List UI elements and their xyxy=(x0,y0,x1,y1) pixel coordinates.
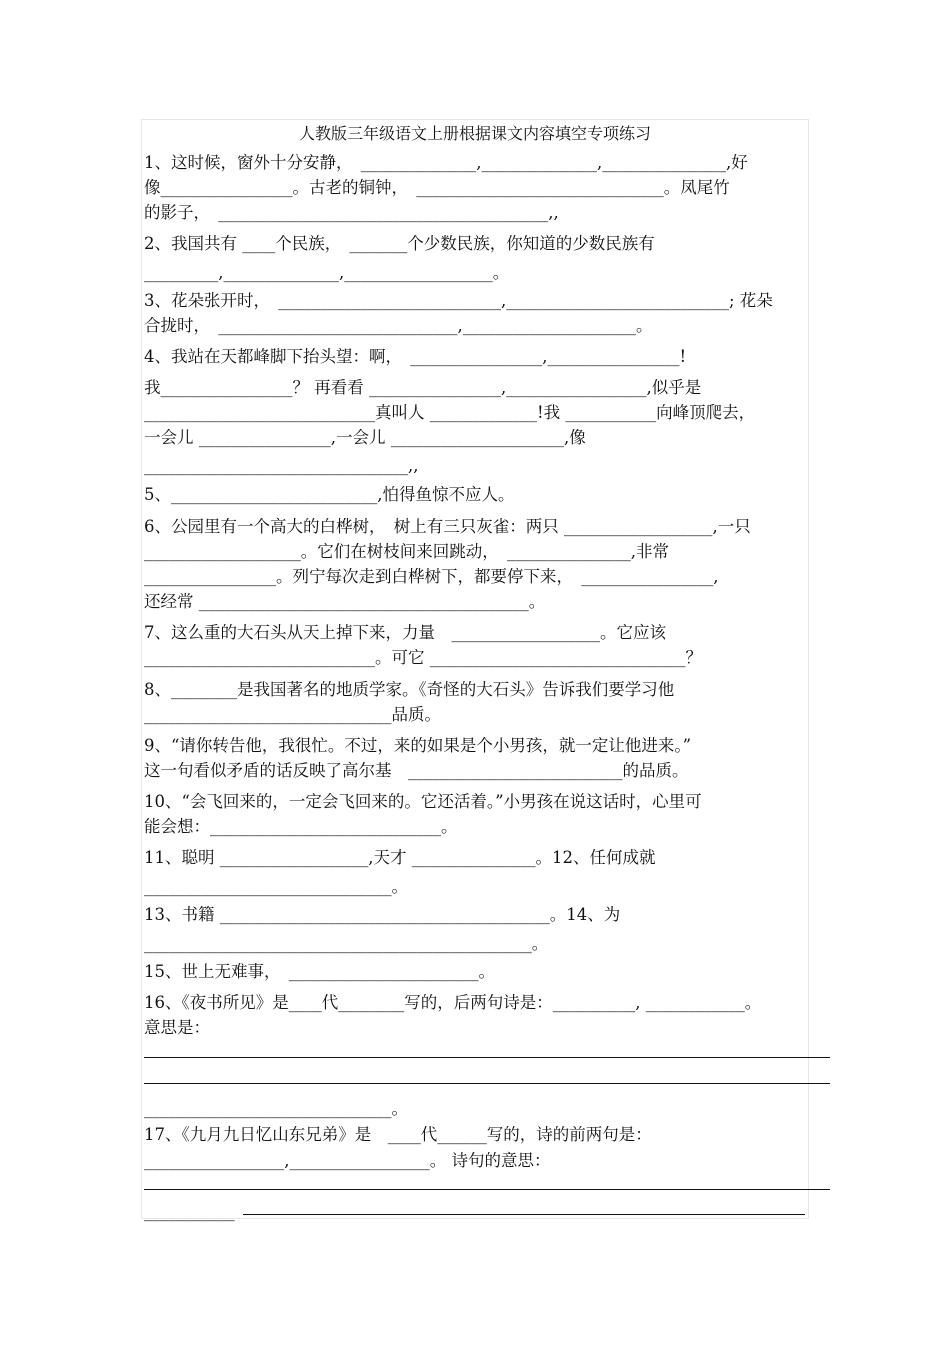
text-line: 3、花朵张开时， ___________________________,___________________________; 花朵 xyxy=(144,291,773,310)
page-title: 人教版三年级语文上册根据课文内容填空专项练习 xyxy=(298,124,651,143)
text-line: 像________________。古老的铜钟， ______________________________。凤尾竹 xyxy=(144,178,730,197)
text-line: 2、我国共有 ____个民族， _______个少数民族，你知道的少数民族有 xyxy=(144,234,655,253)
text-line: 还经常 ________________________________________。 xyxy=(144,592,546,611)
page-frame xyxy=(141,119,809,1219)
text-line: 7、这么重的大石头从天上掉下来，力量 __________________。它应该 xyxy=(144,623,666,642)
text-line: 1、这时候，窗外十分安静， ______________,______________,_______________,好 xyxy=(144,153,748,172)
text-line: 能会想：____________________________。 xyxy=(144,817,458,836)
text-line: 我________________？ 再看看 ________________,_________________,似乎是 xyxy=(144,378,702,397)
text-line: 13、书籍 ________________________________________。14、为 xyxy=(144,905,621,924)
answer-line[interactable] xyxy=(144,1083,830,1084)
text-line: 17、《九月九日忆山东兄弟》是 ____代______写的，诗的前两句是： xyxy=(144,1125,652,1144)
text-line: 11、聪明 __________________,天才 _______________。12、任何成就 xyxy=(144,848,656,867)
text-line: ___________________。它们在树枝间来回跳动， _______________,非常 xyxy=(144,542,669,561)
answer-line[interactable] xyxy=(243,1214,805,1215)
text-line: ______________________________。 xyxy=(144,1099,408,1118)
text-line: ______________________________。 xyxy=(144,877,408,896)
text-line: 一会儿 ________________,一会儿 _____________________,像 xyxy=(144,428,586,447)
text-line: 这一句看似矛盾的话反映了高尔基 __________________________的品质。 xyxy=(144,761,689,780)
text-line: ____________________________真叫人 _____________!我 ___________向峰顶爬去， xyxy=(144,403,756,422)
text-line: ________________________________,, xyxy=(144,456,419,475)
text-line: ________________。列宁每次走到白桦树下，都要停下来， ________________, xyxy=(144,567,719,586)
answer-line[interactable] xyxy=(144,1057,830,1058)
text-line: 9、“请你转告他，我很忙。不过，来的如果是个小男孩，就一定让他进来。” xyxy=(144,736,692,755)
text-line: 5、_________________________,怕得鱼惊不应人。 xyxy=(144,485,515,504)
text-line: ______________________________品质。 xyxy=(144,705,441,724)
text-line: 15、世上无难事， _______________________。 xyxy=(144,962,495,981)
text-line: 意思是： xyxy=(144,1018,210,1037)
text-line: 的影子， ________________________________________,, xyxy=(144,203,559,222)
text-line: 合拢时， _____________________________,_____________________。 xyxy=(144,316,653,335)
text-line: ____________________________。可它 _______________________________？ xyxy=(144,648,702,667)
text-line: 8、________是我国著名的地质学家。《奇怪的大石头》告诉我们要学习他 xyxy=(144,680,675,699)
text-line: _________________,_________________。 诗句的意思： xyxy=(144,1151,551,1170)
text-line: 6、公园里有一个高大的白桦树， 树上有三只灰雀：两只 __________________,一只 xyxy=(144,517,751,536)
text-line: _________,______________,__________________。 xyxy=(144,263,510,282)
text-line: 16、《夜书所见》是____代________写的，后两句诗是：__________, ____________。 xyxy=(144,993,762,1012)
text-line: _______________________________________________。 xyxy=(144,934,549,953)
text-line: 10、“会飞回来的，一定会飞回来的。它还活着。”小男孩在说这话时，心里可 xyxy=(144,792,702,811)
answer-line[interactable] xyxy=(144,1189,830,1190)
text-line: 4、我站在天都峰脚下抬头望：啊， ________________,________________! xyxy=(144,347,687,366)
text-line: ___________ xyxy=(144,1202,235,1221)
